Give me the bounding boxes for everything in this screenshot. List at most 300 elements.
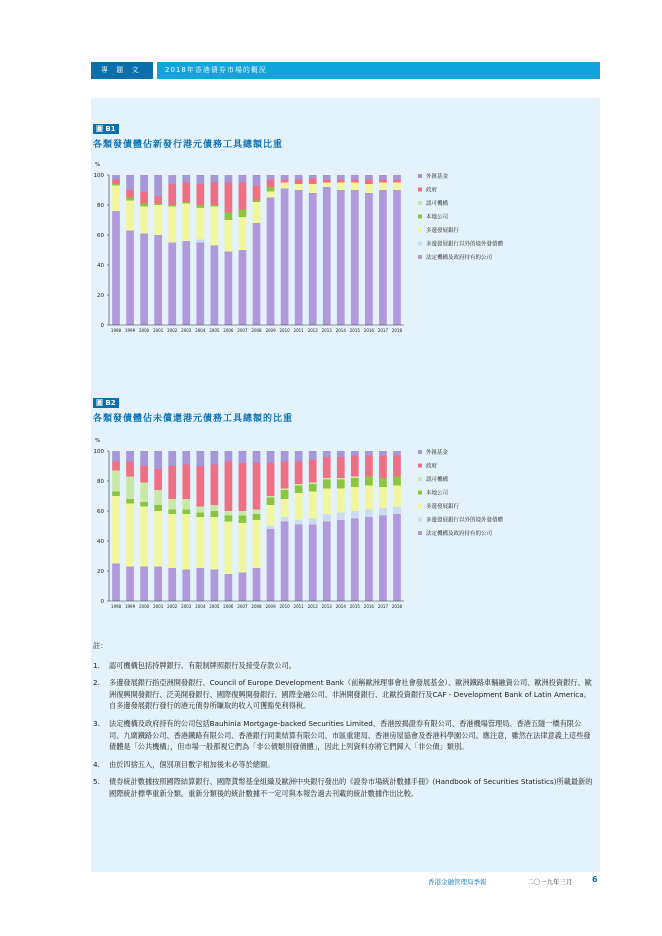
bar-segment [337, 457, 345, 478]
y-tick-label: 60 [97, 509, 104, 515]
x-tick-label: 2016 [363, 328, 374, 333]
bar-segment [281, 183, 289, 189]
bar-segment [196, 184, 204, 205]
bar-segment [225, 213, 233, 221]
x-tick-label: 2007 [237, 328, 248, 333]
x-tick-label: 2017 [377, 328, 389, 333]
x-tick-label: 2005 [209, 328, 220, 333]
bar-segment [210, 246, 218, 326]
bar-segment [210, 207, 218, 246]
chart-b1 [91, 158, 600, 363]
bar-segment [267, 187, 275, 192]
x-tick-label: 2015 [349, 328, 360, 333]
bar-segment [196, 208, 204, 240]
note-item [93, 660, 593, 672]
bar-segment [112, 564, 120, 602]
bar-segment [210, 175, 218, 183]
bar-segment [323, 180, 331, 183]
legend-swatch [418, 464, 422, 468]
bar-segment [154, 469, 162, 490]
bar-segment [126, 190, 134, 198]
bar-segment [253, 202, 261, 223]
bar-segment [295, 451, 303, 462]
note-item [93, 718, 593, 753]
bar-segment [393, 486, 401, 507]
bar-segment [337, 180, 345, 183]
legend-label: 政府 [426, 187, 438, 194]
bar-segment [337, 183, 345, 191]
bar-segment [323, 457, 331, 478]
bar-segment [281, 499, 289, 517]
bar-segment [267, 505, 275, 526]
bar-segment [210, 465, 218, 506]
bar-segment [225, 574, 233, 601]
figure-b1-title: 各類發債體佔新發行港元債務工具總額比重 [93, 140, 284, 150]
bar-segment [182, 514, 190, 570]
bar-segment [239, 183, 247, 210]
bar-segment [112, 471, 120, 492]
bar-segment [182, 175, 190, 183]
legend-swatch [418, 228, 422, 232]
bar-segment [239, 217, 247, 250]
note-item [93, 776, 593, 799]
bar-segment [140, 175, 148, 192]
bar-segment [393, 477, 401, 486]
bar-segment [379, 456, 387, 479]
bar-segment [281, 451, 289, 462]
legend-label: 法定機構及政府持有的公司 [426, 254, 493, 261]
bar-segment [267, 451, 275, 463]
bar-segment [351, 456, 359, 477]
bar-segment [182, 451, 190, 465]
bar-segment [365, 510, 373, 518]
bar-segment [168, 451, 176, 466]
bar-segment [168, 466, 176, 499]
bar-segment [379, 190, 387, 325]
bar-segment [281, 175, 289, 180]
y-tick-label: 40 [97, 263, 104, 269]
legend-swatch [418, 491, 422, 495]
x-tick-label: 2018 [391, 328, 403, 333]
bar-segment [393, 175, 401, 180]
x-tick-label: 2018 [391, 604, 403, 609]
bar-segment [225, 220, 233, 252]
y-tick-label: 60 [97, 233, 104, 239]
bar-segment [393, 190, 401, 325]
legend-swatch [418, 188, 422, 192]
bar-segment [126, 231, 134, 326]
bar-segment [126, 451, 134, 462]
bar-segment [225, 451, 233, 462]
x-tick-label: 1999 [124, 604, 136, 609]
note-item [93, 677, 593, 712]
legend-label: 本地公司 [426, 214, 449, 221]
bar-segment [295, 175, 303, 180]
bar-segment [239, 511, 247, 516]
bar-segment [267, 192, 275, 198]
bar-segment [365, 517, 373, 601]
bar-segment [281, 462, 289, 489]
bar-segment [337, 520, 345, 601]
x-tick-label: 2011 [293, 604, 304, 609]
bar-segment [337, 478, 345, 480]
bar-segment [323, 480, 331, 489]
legend-label: 多邊發展銀行 [426, 503, 460, 510]
bar-segment [253, 451, 261, 463]
bar-segment [253, 514, 261, 520]
bar-segment [365, 486, 373, 510]
legend-swatch [418, 242, 422, 246]
notes-heading: 註： [93, 641, 108, 650]
y-tick-label: 20 [97, 293, 104, 299]
bar-segment [168, 175, 176, 184]
bar-segment [365, 184, 373, 193]
bar-segment [239, 250, 247, 325]
bar-segment [379, 516, 387, 602]
x-tick-label: 1999 [124, 328, 136, 333]
bar-segment [253, 510, 261, 515]
bar-segment [140, 234, 148, 326]
bar-segment [337, 175, 345, 180]
bar-segment [309, 460, 317, 483]
note-item [93, 759, 593, 771]
bar-segment [295, 184, 303, 190]
bar-segment [393, 451, 401, 456]
bar-segment [379, 180, 387, 183]
bar-segment [196, 243, 204, 326]
x-tick-label: 2014 [335, 604, 346, 609]
bar-segment [126, 499, 134, 504]
bar-segment [351, 477, 359, 479]
bar-segment [323, 514, 331, 522]
x-tick-label: 2009 [265, 328, 276, 333]
bar-segment [267, 526, 275, 529]
bar-segment [154, 175, 162, 196]
legend-swatch [418, 450, 422, 454]
bar-segment [281, 180, 289, 183]
note-number: 2. [93, 678, 100, 688]
bar-segment [112, 451, 120, 462]
bar-segment [337, 190, 345, 325]
bar-segment [309, 193, 317, 325]
bar-segment [239, 175, 247, 183]
bar-segment [154, 205, 162, 235]
x-tick-label: 2013 [321, 604, 332, 609]
article-title: 2018年香港債券市場的概況 [157, 62, 600, 79]
x-tick-label: 2004 [195, 604, 206, 609]
bar-segment [351, 478, 359, 487]
x-tick-label: 2003 [181, 604, 192, 609]
bar-segment [281, 522, 289, 602]
x-tick-label: 2004 [195, 328, 206, 333]
figure-b2-tag: 圖 B2 [93, 398, 119, 408]
bar-segment [196, 513, 204, 518]
bar-segment [337, 451, 345, 457]
bar-segment [154, 196, 162, 204]
bar-segment [140, 207, 148, 234]
bar-segment [351, 190, 359, 325]
bar-segment [351, 487, 359, 511]
legend-swatch [418, 255, 422, 259]
x-tick-label: 2014 [335, 328, 346, 333]
legend-swatch [418, 504, 422, 508]
bar-segment [239, 516, 247, 524]
note-text: 債券統計數據按照國際結算銀行、國際貨幣基金組織及歐洲中央銀行發出的《證券市場統計數據手冊》(Handbook of Securities Statistics)所載最新的國際統計標準重新分類。重新分類後的統計數據不一定可與本報告過去刊載的統計數據作出比較。 [109, 777, 593, 798]
bar-segment [126, 198, 134, 201]
bar-segment [112, 492, 120, 497]
bar-segment [182, 570, 190, 602]
x-tick-label: 2001 [153, 328, 164, 333]
legend-label: 認可機構 [426, 200, 449, 207]
bar-segment [210, 517, 218, 570]
bar-segment [168, 207, 176, 243]
bar-segment [365, 477, 373, 486]
bar-segment [393, 507, 401, 515]
bar-segment [323, 522, 331, 602]
bar-segment [267, 180, 275, 188]
bar-segment [253, 223, 261, 325]
x-tick-label: 2006 [223, 328, 234, 333]
bar-segment [379, 175, 387, 180]
legend-swatch [418, 531, 422, 535]
bar-segment [168, 205, 176, 207]
figure-b2-title: 各類發債體佔未償還港元債務工具總額的比重 [93, 414, 294, 424]
bar-segment [253, 175, 261, 186]
legend-label: 多邊發展銀行以外的境外發債體 [426, 241, 504, 248]
bar-segment [225, 183, 233, 213]
bar-segment [196, 568, 204, 601]
bar-segment [196, 466, 204, 507]
bar-segment [295, 484, 303, 486]
bar-segment [168, 514, 176, 568]
x-tick-label: 2007 [237, 604, 248, 609]
note-text: 由於四捨五入，個別項目數字相加後未必等於總額。 [109, 759, 275, 769]
bar-segment [196, 240, 204, 243]
bar-segment [309, 184, 317, 193]
bar-segment [225, 511, 233, 516]
bar-segment [351, 519, 359, 602]
bar-segment [365, 451, 373, 456]
bar-segment [210, 511, 218, 517]
bar-segment [126, 175, 134, 190]
bar-segment [140, 483, 148, 503]
section-label: 專 題 文 章 [91, 62, 153, 79]
bar-segment [253, 463, 261, 510]
notes-section [93, 640, 593, 806]
legend-label: 本地公司 [426, 490, 449, 497]
bar-segment [210, 451, 218, 465]
bar-segment [309, 519, 317, 525]
bar-segment [337, 513, 345, 521]
bar-segment [239, 573, 247, 602]
bar-segment [239, 210, 247, 218]
bar-segment [225, 462, 233, 512]
y-tick-label: 40 [97, 539, 104, 545]
bar-segment [281, 517, 289, 522]
legend-label: 政府 [426, 463, 438, 470]
bar-segment [225, 252, 233, 326]
bar-segment [309, 484, 317, 492]
footer-date: 二〇一九年三月 [527, 878, 573, 886]
bar-segment [351, 183, 359, 191]
bar-segment [154, 567, 162, 602]
bar-segment [126, 462, 134, 477]
bar-segment [351, 511, 359, 519]
x-tick-label: 2008 [251, 604, 262, 609]
legend-label: 外匯基金 [426, 173, 449, 180]
x-tick-label: 2015 [349, 604, 360, 609]
bar-segment [182, 510, 190, 515]
bar-segment [267, 498, 275, 506]
bar-segment [365, 456, 373, 477]
legend-label: 多邊發展銀行以外的境外發債體 [426, 517, 504, 524]
y-tick-label: 20 [97, 569, 104, 575]
bar-segment [323, 187, 331, 325]
note-number: 1. [93, 660, 100, 670]
bar-segment [168, 499, 176, 510]
bar-segment [267, 529, 275, 601]
chart-b2 [91, 434, 600, 639]
bar-segment [253, 568, 261, 601]
figure-b1-tag: 圖 B1 [93, 124, 119, 134]
bar-segment [351, 180, 359, 183]
bar-segment [126, 201, 134, 231]
legend-label: 多邊發展銀行 [426, 227, 460, 234]
legend-swatch [418, 174, 422, 178]
x-tick-label: 2010 [279, 604, 290, 609]
bar-segment [393, 180, 401, 183]
x-tick-label: 2002 [167, 328, 178, 333]
bar-segment [182, 241, 190, 325]
x-tick-label: 2011 [293, 328, 304, 333]
bar-segment [365, 193, 373, 325]
bar-segment [393, 456, 401, 477]
bar-segment [379, 487, 387, 508]
bar-segment [196, 205, 204, 208]
bar-segment [337, 480, 345, 489]
bar-segment [225, 175, 233, 183]
bar-segment [379, 508, 387, 516]
bar-segment [140, 204, 148, 207]
bar-segment [351, 451, 359, 456]
bar-segment [154, 511, 162, 567]
bar-segment [253, 186, 261, 201]
bar-segment [154, 451, 162, 469]
bar-segment [379, 183, 387, 191]
note-text: 認可機構包括持牌銀行、有限制牌照銀行及接受存款公司。 [109, 660, 296, 670]
y-tick-label: 0 [100, 599, 104, 605]
note-number: 4. [93, 759, 100, 769]
bar-segment [267, 198, 275, 326]
bar-segment [295, 520, 303, 525]
legend-swatch [418, 215, 422, 219]
bar-segment [323, 175, 331, 180]
bar-segment [309, 492, 317, 519]
x-tick-label: 2003 [181, 328, 192, 333]
x-tick-label: 2017 [377, 604, 389, 609]
bar-segment [365, 180, 373, 185]
bar-segment [112, 211, 120, 325]
bar-segment [295, 180, 303, 185]
note-text: 法定機構及政府持有的公司包括Bauhinia Mortgage-backed Securities Limited、香港按揭證券有限公司、香港機場管理局、香港五隧一橋有限公司、九廣鐵路公司、香港鐵路有限公司、香港銀行同業結算有限公司、市區重建局、香港房屋協會及香港科學園公司。應注意，雖然在法律意義上這些發債體是「公共機構」，但市場一般都視它們為「非公債類別發債體」，因此上列資料亦將它們歸入「非公債」類別。 [109, 718, 591, 752]
bar-segment [253, 201, 261, 203]
bar-segment [154, 204, 162, 206]
bar-segment [309, 175, 317, 178]
bar-segment [281, 189, 289, 326]
x-tick-label: 2008 [251, 328, 262, 333]
x-tick-label: 2016 [363, 604, 374, 609]
y-tick-label: 0 [100, 323, 104, 329]
bar-segment [112, 462, 120, 471]
note-number: 3. [93, 718, 100, 728]
bar-segment [210, 505, 218, 511]
bar-segment [323, 451, 331, 457]
x-tick-label: 2005 [209, 604, 220, 609]
bar-segment [295, 525, 303, 602]
bar-segment [239, 463, 247, 511]
bar-segment [337, 489, 345, 513]
bar-segment [281, 489, 289, 491]
x-tick-label: 2009 [265, 604, 276, 609]
bar-segment [379, 451, 387, 456]
bar-segment [196, 175, 204, 184]
bar-segment [323, 183, 331, 188]
bar-segment [267, 463, 275, 496]
legend-label: 認可機構 [426, 476, 449, 483]
note-text: 多邊發展銀行指亞洲開發銀行、Council of Europe Development Bank（前稱歐洲理事會社會發展基金）、歐洲鐵路車輛融資公司、歐洲投資銀行、歐洲復興開發銀行、泛美開發銀行、國際復興開發銀行、國際金融公司、非洲開發銀行、北歐投資銀行及CAF - Development Bank of Latin America。自多邊發展銀行發行的港元債券所賺取的收入可獲豁免利得稅。 [109, 678, 592, 711]
x-tick-label: 2000 [139, 604, 150, 609]
bar-segment [182, 465, 190, 500]
bar-segment [140, 451, 148, 466]
x-tick-label: 2000 [139, 328, 150, 333]
x-tick-label: 2012 [307, 328, 318, 333]
bar-segment [168, 510, 176, 515]
x-tick-label: 2012 [307, 604, 318, 609]
bar-segment [112, 180, 120, 185]
y-tick-label: 100 [93, 173, 104, 179]
bar-segment [154, 490, 162, 505]
bar-segment [309, 483, 317, 485]
x-tick-label: 2002 [167, 604, 178, 609]
x-tick-label: 2013 [321, 328, 332, 333]
bar-segment [126, 567, 134, 602]
bar-segment [267, 175, 275, 180]
bar-segment [196, 517, 204, 568]
x-tick-label: 2001 [153, 604, 164, 609]
bar-segment [196, 451, 204, 466]
bar-segment [126, 504, 134, 567]
bar-segment [210, 205, 218, 207]
bar-segment [196, 507, 204, 513]
bar-segment [295, 462, 303, 485]
legend-swatch [418, 477, 422, 481]
bar-segment [225, 516, 233, 522]
bar-segment [168, 243, 176, 326]
bar-segment [393, 514, 401, 601]
bar-segment [140, 567, 148, 602]
bar-segment [182, 202, 190, 204]
x-tick-label: 1998 [110, 604, 122, 609]
x-tick-label: 1998 [110, 328, 122, 333]
bar-segment [126, 477, 134, 500]
bar-segment [225, 522, 233, 575]
bar-segment [323, 489, 331, 515]
bar-segment [182, 204, 190, 242]
bar-segment [281, 490, 289, 499]
y-tick-label: 100 [93, 449, 104, 455]
legend-swatch [418, 518, 422, 522]
bar-segment [323, 478, 331, 480]
